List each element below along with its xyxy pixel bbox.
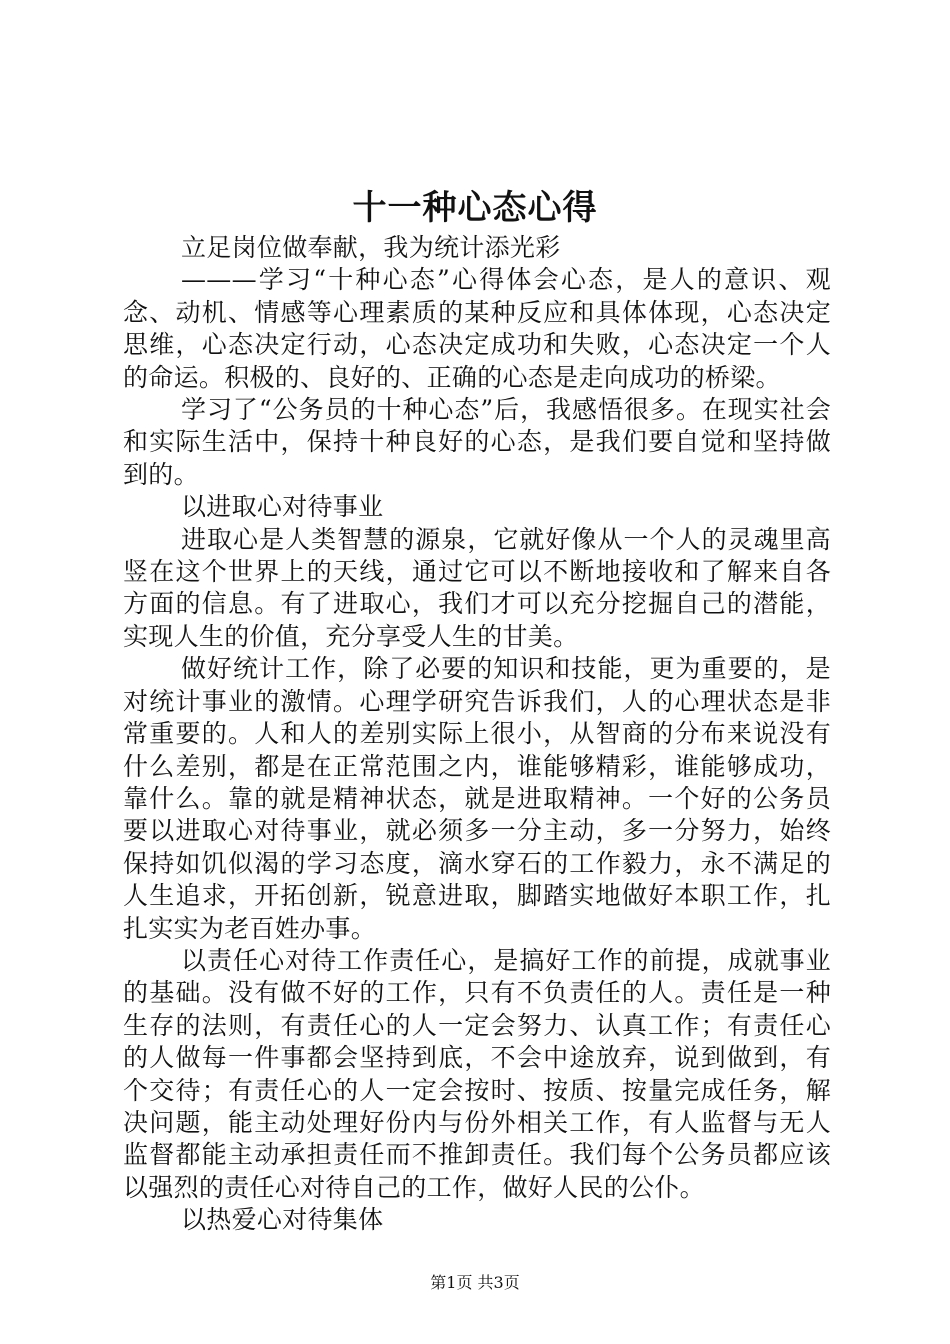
page-footer	[0, 1271, 950, 1295]
page-number: 第1页	[430, 1273, 473, 1292]
body-paragraph: 学习了“公务员的十种心态”后，我感悟很多。在现实社会和实际生活中，保持十种良好的心态，是我们要自觉和坚持做到的。	[123, 395, 831, 489]
page-count: 共3页	[477, 1273, 520, 1292]
body-paragraph: 以责任心对待工作责任心，是搞好工作的前提，成就事业的基础。没有做不好的工作，只有不负责任的人。责任是一种生存的法则，有责任心的人一定会努力、认真工作；有责任心的人做每一件事都会坚持到底，不会中途放弃，说到做到，有个交待；有责任心的人一定会按时、按质、按量完成任务，解决问题，能主动处理好份内与份外相关工作，有人监督与无人监督都能主动承担责任而不推卸责任。我们每个公务员都应该以强烈的责任心对待自己的工作，做好人民的公仆。	[123, 945, 831, 1202]
body-paragraph: 进取心是人类智慧的源泉，它就好像从一个人的灵魂里高竖在这个世界上的天线，通过它可以不断地接收和了解来自各方面的信息。有了进取心，我们才可以充分挖掘自己的潜能，实现人生的价值，充分享受人生的甘美。	[123, 524, 831, 651]
subtitle-paragraph: 立足岗位做奉献，我为统计添光彩	[181, 233, 561, 262]
intro-paragraph: ———学习“十种心态”心得体会心态，是人的意识、观念、动机、情感等心理素质的某种反应和具体体现，心态决定思维，心态决定行动，心态决定成功和失败，心态决定一个人的命运。积极的、良好的、正确的心态是走向成功的桥梁。	[123, 265, 831, 392]
document-title: 十一种心态心得	[352, 188, 598, 228]
document-body	[123, 232, 831, 1237]
body-paragraph: 做好统计工作，除了必要的知识和技能，更为重要的，是对统计事业的激情。心理学研究告诉我们，人的心理状态是非常重要的。人和人的差别实际上很小，从智商的分布来说没有什么差别，都是在正常范围之内，谁能够精彩，谁能够成功，靠什么。靠的就是精神状态，就是进取精神。一个好的公务员要以进取心对待事业，就必须多一分主动，多一分努力，始终保持如饥似渴的学习态度，滴水穿石的工作毅力，永不满足的人生追求，开拓创新，锐意进取，脚踏实地做好本职工作，扎扎实实为老百姓办事。	[123, 654, 831, 943]
section-heading-ambition: 以进取心对待事业	[181, 492, 384, 522]
section-heading-love: 以热爱心对待集体	[181, 1205, 384, 1235]
